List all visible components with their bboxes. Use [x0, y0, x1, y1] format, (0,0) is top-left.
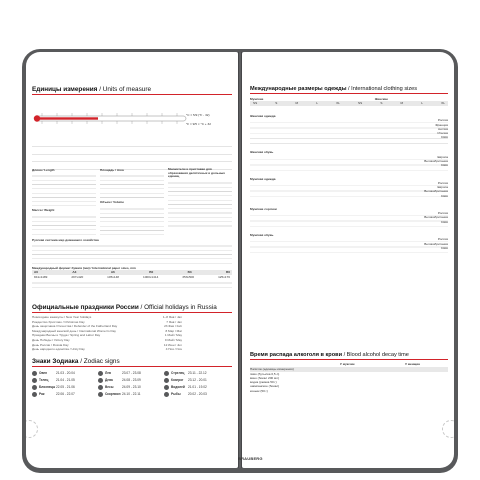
country-label: США — [440, 135, 448, 140]
scorpio-icon — [98, 392, 103, 397]
holidays-title: Официальные праздники России — [32, 304, 139, 311]
alcohol-row-label: пиво (бутылка 0,5 л) — [250, 371, 280, 376]
size-letter: S — [380, 101, 383, 106]
holiday-date: 7 Янв / Jan — [166, 319, 182, 324]
corner-pocket-mark — [26, 420, 38, 438]
holiday-name: Международный женский день / International Women's Day — [32, 328, 116, 333]
zodiac-grid — [32, 370, 232, 398]
holiday-name: День Победы / Victory Day — [32, 337, 70, 342]
alcohol-row-label: шампанское (бокал) — [250, 384, 280, 389]
gemini-icon — [32, 385, 37, 390]
capricorn-icon — [164, 378, 169, 383]
clothing-title-en: / International clothing sizes — [348, 86, 418, 92]
left-page — [26, 52, 238, 468]
paper-header: A0 — [34, 270, 38, 275]
women-label: Женские — [374, 97, 388, 101]
zodiac-item — [32, 377, 98, 384]
size-letter: S — [275, 101, 278, 106]
holiday-name: День народного единства / Unity Day — [32, 347, 85, 352]
size-table — [250, 118, 448, 144]
mass-title: Масса / Weight — [32, 208, 55, 213]
alcohol-section — [250, 352, 448, 393]
zodiac-dates: 22.06 - 22.07 — [56, 392, 75, 396]
cancer-icon — [32, 392, 37, 397]
paper-value: 125x176 — [218, 274, 230, 279]
country-label: США — [440, 246, 448, 251]
paper-header: B3 — [187, 270, 192, 275]
men-label: Мужские — [250, 97, 264, 101]
leo-icon — [98, 371, 103, 376]
holiday-date: 9 Май / May — [164, 337, 182, 342]
zodiac-dates: 20.02 - 20.03 — [188, 392, 207, 396]
paper-header: B0 — [149, 270, 154, 275]
size-table — [250, 237, 448, 253]
alcohol-row-label: водка (рюмка 50 г) — [250, 380, 277, 385]
country-label: США — [440, 219, 448, 224]
zodiac-item — [98, 370, 164, 377]
kitchen-title: Русская система мер домашнего хозяйства — [32, 238, 99, 242]
length-list — [32, 172, 96, 206]
alcohol-row-label: коньяк (50 г) — [250, 388, 268, 393]
zodiac-dates: 24.08 - 23.09 — [122, 378, 141, 382]
holiday-name: Новогодние каникулы / New Year holidays — [32, 315, 92, 319]
red-divider — [32, 94, 232, 95]
size-table — [250, 155, 448, 171]
section-title: Женская обувь — [250, 150, 274, 155]
zodiac-item — [98, 384, 164, 391]
holiday-date: 4 Ноя / Nov — [165, 347, 182, 352]
zodiac-name: Скорпион — [105, 392, 121, 396]
fahrenheit-formula: °F = 9/5 × °C + 32 — [186, 122, 211, 126]
alcohol-title-en: / Blood alcohol decay time — [343, 352, 409, 358]
zodiac-dates: 23.11 - 22.12 — [188, 371, 207, 375]
prefix-title: Множители и приставки для образования десятичных и дольных единиц — [168, 167, 225, 179]
prefix-list — [168, 179, 232, 227]
country-label: Россия — [437, 180, 448, 185]
zodiac-dates: 21.04 - 21.05 — [56, 378, 75, 382]
paper-header: B6 — [226, 270, 230, 275]
country-label: США — [440, 163, 448, 168]
zodiac-section — [32, 358, 232, 398]
country-label: США — [440, 193, 448, 198]
size-letter: L — [316, 101, 318, 106]
zodiac-item — [164, 370, 230, 377]
country-label: Европа — [437, 154, 448, 159]
holiday-date: 23 Фев / Feb — [164, 324, 182, 329]
sagittarius-icon — [164, 371, 169, 376]
aries-icon — [32, 371, 37, 376]
paper-value: 841x1189 — [34, 274, 48, 279]
section-title: Мужская обувь — [250, 233, 274, 238]
zodiac-name: Овен — [39, 371, 48, 375]
zodiac-dates: 24.10 - 22.11 — [122, 392, 141, 396]
holiday-name: Рождество Христово / Christmas Day — [32, 319, 85, 324]
zodiac-dates: 22.05 - 21.06 — [56, 385, 75, 389]
pisces-icon — [164, 392, 169, 397]
country-label: Россия — [437, 118, 448, 123]
paper-value: 353x500 — [182, 274, 195, 279]
paper-title: Международный формат бумаги (мм) / International paper sizes, mm — [32, 266, 136, 270]
units-title: Единицы измерения — [32, 86, 98, 93]
zodiac-title: Знаки Зодиака — [32, 358, 79, 365]
zodiac-dates: 23.12 - 20.01 — [188, 378, 207, 382]
size-letter: M — [295, 101, 299, 106]
size-letter: SS — [253, 101, 258, 106]
conversion-lines — [32, 140, 232, 170]
alcohol-women-label: У женщин — [405, 362, 420, 366]
paper-more-rows — [32, 279, 232, 291]
red-divider — [250, 93, 448, 94]
zodiac-name: Весы — [105, 385, 114, 389]
zodiac-name: Козерог — [171, 378, 184, 382]
zodiac-item — [98, 377, 164, 384]
alcohol-men-label: У мужчин — [340, 362, 355, 366]
zodiac-item — [98, 391, 164, 398]
zodiac-item — [164, 377, 230, 384]
zodiac-name: Близнецы — [39, 385, 56, 389]
size-tables — [250, 114, 448, 253]
zodiac-name: Телец — [39, 378, 49, 382]
zodiac-dates: 23.07 - 23.08 — [122, 371, 141, 375]
clothing-section — [250, 86, 448, 106]
holiday-name: День России / Russia Day — [32, 342, 69, 347]
zodiac-name: Стрелец — [171, 371, 185, 375]
zodiac-name: Рыбы — [171, 392, 181, 396]
holiday-date: 12 Июн / Jun — [163, 342, 182, 347]
holiday-date: 1 Май / May — [164, 333, 182, 338]
size-letter: M — [400, 101, 404, 106]
zodiac-dates: 21.01 - 19.02 — [188, 385, 207, 389]
alcohol-row-label: Напиток (единицы измерения) — [250, 367, 448, 371]
paper-value: 297x420 — [71, 274, 84, 279]
red-divider — [250, 359, 448, 360]
alcohol-row-label: вино (бокал 200 мл) — [250, 375, 279, 380]
zodiac-item — [32, 384, 98, 391]
zodiac-item — [32, 370, 98, 377]
country-label: Россия — [437, 211, 448, 216]
country-label: Великобритания — [424, 215, 448, 220]
length-title: Длина / Length — [32, 168, 55, 172]
country-label: Великобритания — [424, 158, 448, 163]
area-title: Площадь / Area — [100, 168, 124, 172]
country-label: Франция — [435, 122, 448, 127]
zodiac-name: Дева — [105, 378, 113, 382]
libra-icon — [98, 385, 103, 390]
zodiac-name: Лев — [105, 371, 111, 375]
size-table — [250, 181, 448, 201]
country-label: Великобритания — [424, 189, 448, 194]
volume-list — [100, 205, 164, 235]
holidays-list — [32, 315, 182, 352]
section-title: Мужская одежда — [250, 176, 276, 181]
holidays-title-en: / Official holidays in Russia — [140, 304, 217, 311]
alcohol-title: Время распада алкоголя в крови — [250, 352, 343, 358]
zodiac-item — [164, 384, 230, 391]
section-title: Мужские сорочки — [250, 206, 277, 211]
size-letter: SS — [358, 101, 363, 106]
taurus-icon — [32, 378, 37, 383]
country-label: Европа — [437, 185, 448, 190]
red-divider — [32, 312, 232, 313]
paper-value: 105x148 — [107, 274, 120, 279]
size-letters-row — [250, 101, 448, 105]
measures-columns — [32, 168, 232, 235]
kitchen-list — [32, 242, 232, 264]
zodiac-name: Рак — [39, 392, 45, 396]
holidays-section — [32, 304, 232, 352]
holiday-date: 8 Мар / Mar — [165, 328, 182, 333]
alcohol-table — [250, 367, 448, 393]
corner-pocket-mark — [442, 420, 454, 438]
section-title: Женская одежда — [250, 114, 276, 118]
volume-title: Объем / Volume — [100, 200, 125, 205]
holiday-row — [32, 347, 182, 352]
alcohol-gender-header — [250, 362, 448, 366]
brauberg-logo: BRAUBERG — [238, 456, 263, 461]
size-table — [250, 211, 448, 227]
zodiac-name: Водолей — [171, 385, 185, 389]
size-letter: XL — [336, 101, 340, 106]
paper-header: A6 — [110, 270, 115, 275]
zodiac-title-en: / Zodiac signs — [80, 358, 120, 365]
country-label: Италия — [437, 131, 448, 136]
red-divider — [32, 366, 232, 367]
right-page — [242, 52, 454, 468]
units-section — [32, 86, 232, 95]
mass-list — [32, 213, 96, 235]
size-letter: L — [421, 101, 423, 106]
zodiac-item — [32, 391, 98, 398]
zodiac-item — [164, 391, 230, 398]
holiday-name: Праздник Весны и Труда / Spring and Labor Day — [32, 333, 101, 338]
size-letter: XL — [441, 101, 445, 106]
clothing-title: Международные размеры одежды — [250, 86, 347, 92]
paper-section — [32, 266, 232, 291]
country-label: Россия — [437, 237, 448, 242]
celsius-formula: °C = 5/9 (°F - 32) — [186, 113, 210, 117]
country-label: Великобритания — [424, 241, 448, 246]
paper-header: A3 — [72, 270, 77, 275]
paper-value: 1000x1414 — [142, 274, 159, 279]
aquarius-icon — [164, 385, 169, 390]
holiday-date: 1–8 Янв / Jan — [162, 315, 182, 319]
zodiac-dates: 24.09 - 23.10 — [122, 385, 141, 389]
kitchen-section — [32, 238, 232, 264]
virgo-icon — [98, 378, 103, 383]
holiday-name: День защитника Отечества / Defender of the Fatherland Day — [32, 324, 118, 329]
area-list — [100, 172, 164, 198]
units-title-en: / Units of measure — [99, 86, 152, 93]
country-label: Англия — [437, 126, 448, 131]
zodiac-dates: 21.03 - 20.04 — [56, 371, 75, 375]
